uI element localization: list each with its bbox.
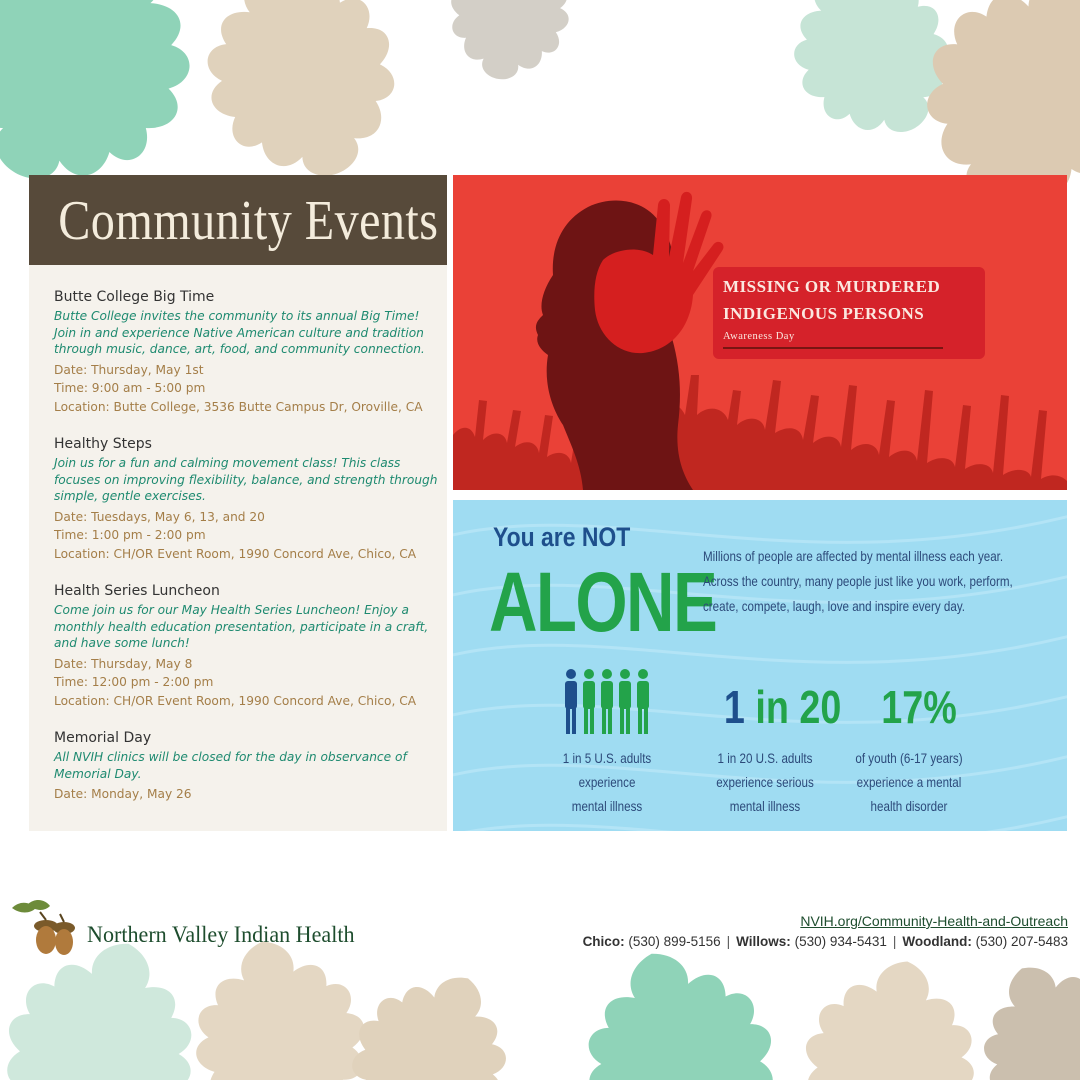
separator: |	[892, 934, 897, 949]
events-title: Community Events	[58, 190, 439, 252]
mmip-subtitle: Awareness Day	[723, 331, 795, 342]
event-date: Date: Monday, May 26	[54, 787, 192, 801]
stat-value-1-in-20: 1 in 20	[723, 681, 842, 733]
events-header	[29, 175, 447, 265]
mh-heading-big: ALONE	[489, 555, 717, 649]
phone-number-chico[interactable]: (530) 899-5156	[628, 934, 721, 949]
stat-caption-line: 1 in 20 U.S. adults	[717, 750, 813, 766]
org-name: Northern Valley Indian Health	[87, 922, 355, 947]
mh-body-text	[703, 544, 1063, 619]
leaf-bottom-left-tan	[179, 927, 381, 1080]
event-title: Health Series Luncheon	[54, 583, 220, 599]
stat-caption-17-percent	[829, 746, 989, 818]
stat-caption-line: experience serious	[716, 774, 814, 790]
community-events-panel	[29, 175, 447, 831]
mmip-title: MISSING OR MURDERED INDIGENOUS PERSONS	[723, 277, 941, 323]
event-memorial-day	[54, 730, 439, 804]
footer-website-link[interactable]: NVIH.org/Community-Health-and-Outreach	[800, 913, 1068, 929]
stat-caption-1-in-20	[685, 746, 845, 818]
mmip-awareness-panel	[453, 175, 1067, 490]
stat-caption-line: of youth (6-17 years)	[855, 750, 963, 766]
event-date: Date: Tuesdays, May 6, 13, and 20	[54, 509, 265, 524]
phone-label-chico: Chico:	[582, 934, 625, 949]
event-time: Time: 1:00 pm - 2:00 pm	[54, 528, 206, 542]
stat-caption-line: mental illness	[571, 798, 643, 814]
leaf-bottom-right-gray	[953, 936, 1080, 1080]
phone-number-willows[interactable]: (530) 934-5431	[794, 934, 887, 949]
event-title: Healthy Steps	[54, 436, 152, 452]
event-location: Location: Butte College, 3536 Butte Campus Dr, Oroville, CA	[54, 399, 423, 414]
leaf-bottom-mid-green	[561, 930, 799, 1080]
leaf-top-mid-gray	[439, 0, 581, 89]
event-healthy-steps	[54, 436, 439, 563]
phone-label-willows: Willows:	[736, 934, 791, 949]
event-date: Date: Thursday, May 1st	[54, 362, 204, 377]
event-butte-college-big-time	[54, 289, 439, 416]
stat-caption-line: mental illness	[729, 798, 801, 814]
event-title: Memorial Day	[54, 730, 152, 746]
leaf-bottom-right-tan	[789, 947, 991, 1080]
separator: |	[726, 934, 731, 949]
leaf-bottom-mid-tan	[323, 946, 538, 1080]
event-description: All NVIH clinics will be closed for the day in observance of Memorial Day.	[54, 750, 407, 781]
stat-caption-line: health disorder	[870, 798, 948, 814]
event-description: Butte College invites the community to its annual Big Time! Join in and experience Native American culture and tradition through music, dance, art, food, and community connection.	[54, 309, 425, 356]
event-date: Date: Thursday, May 8	[54, 656, 193, 671]
mental-health-panel	[453, 500, 1067, 831]
event-location: Location: CH/OR Event Room, 1990 Concord Ave, Chico, CA	[54, 693, 417, 708]
stat-value-17-percent: 17%	[881, 681, 957, 733]
event-description: Come join us for our May Health Series Luncheon! Enjoy a monthly health education presentation, participate in a craft, and have some lunch!	[54, 603, 429, 650]
mh-text-line: Across the country, many people just like you work, perform,	[703, 573, 1013, 589]
event-description: Join us for a fun and calming movement class! This class focuses on improving flexibility, balance, and strength through simple, gentle exercises.	[54, 456, 438, 503]
mh-heading-small: You are NOT	[493, 522, 631, 552]
stat-caption-line: 1 in 5 U.S. adults	[562, 750, 652, 766]
event-title: Butte College Big Time	[54, 289, 215, 305]
people-group-icon	[561, 668, 661, 738]
event-time: Time: 12:00 pm - 2:00 pm	[54, 675, 214, 689]
phone-label-woodland: Woodland:	[902, 934, 972, 949]
event-time: Time: 9:00 am - 5:00 pm	[54, 381, 206, 395]
event-health-series-luncheon	[54, 583, 439, 710]
mh-text-line: Millions of people are affected by mental illness each year.	[703, 548, 1004, 564]
stat-caption-line: experience	[578, 774, 636, 790]
woman-silhouette-icon	[536, 201, 693, 490]
footer-phone-numbers	[583, 934, 1068, 949]
event-location: Location: CH/OR Event Room, 1990 Concord Ave, Chico, CA	[54, 546, 417, 561]
acorn-logo-icon	[10, 898, 82, 962]
stat-value-text: in 20	[744, 681, 842, 733]
phone-number-woodland[interactable]: (530) 207-5483	[975, 934, 1068, 949]
mh-text-line: create, compete, laugh, love and inspire every day.	[703, 598, 966, 614]
stat-caption-1-in-5	[527, 746, 687, 818]
stat-caption-line: experience a mental	[856, 774, 962, 790]
mmip-underline	[723, 347, 943, 349]
